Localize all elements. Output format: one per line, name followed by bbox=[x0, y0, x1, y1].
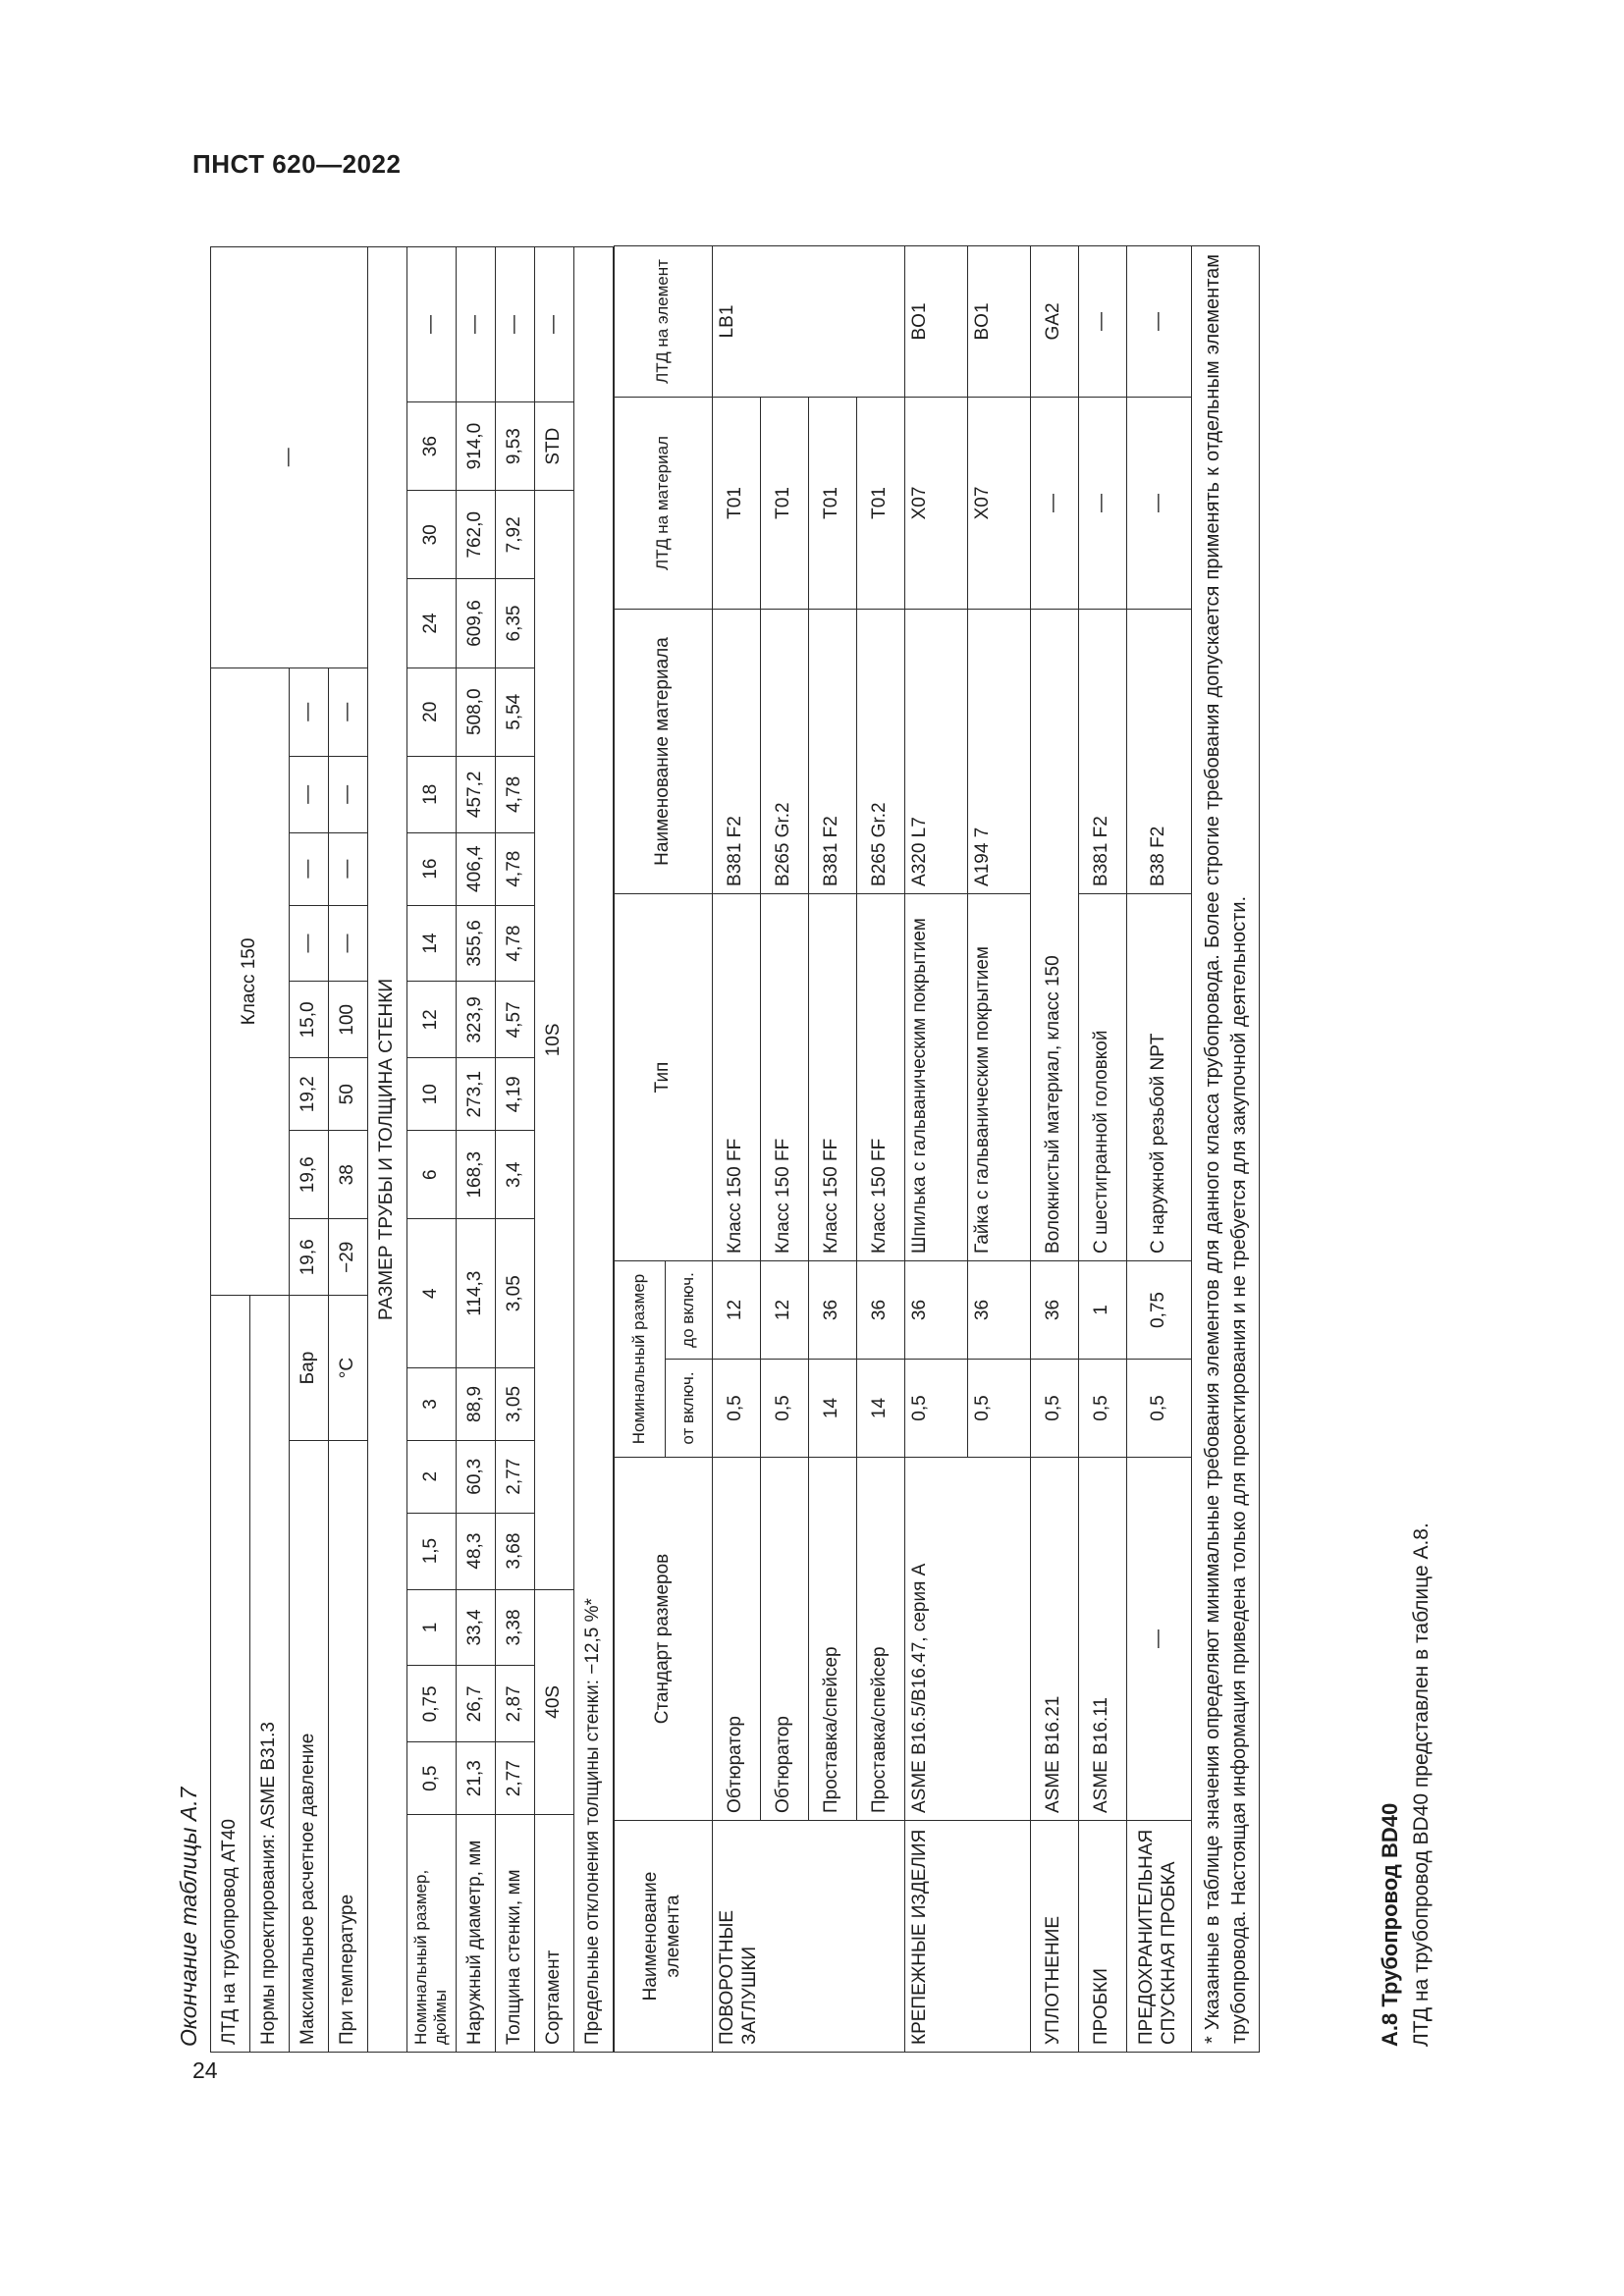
group-drain-plug: ПРЕДОХРАНИТЕЛЬНАЯ СПУСКНАЯ ПРОБКА bbox=[1126, 1821, 1191, 2053]
wall-thickness: 3,38 bbox=[495, 1589, 534, 1666]
wall-thickness: 9,53 bbox=[495, 402, 534, 491]
row-material: B38 F2 bbox=[1126, 609, 1191, 893]
wall-thickness: 7,92 bbox=[495, 491, 534, 579]
row-from: 14 bbox=[808, 1360, 856, 1458]
header-ltd-element: ЛТД на элемент bbox=[614, 245, 712, 397]
pressure-value: — bbox=[290, 832, 329, 905]
wall-thickness: 4,19 bbox=[495, 1058, 534, 1131]
row-from: 0,5 bbox=[712, 1360, 760, 1458]
row-ltd-material: — bbox=[1078, 397, 1126, 609]
row-type: С наружной резьбой NPT bbox=[1126, 893, 1191, 1260]
nominal-size: 2 bbox=[407, 1440, 457, 1513]
row-material: B381 F2 bbox=[808, 609, 856, 893]
header-type: Тип bbox=[614, 893, 712, 1260]
wall-thickness: 5,54 bbox=[495, 667, 534, 756]
pressure-value: — bbox=[290, 756, 329, 832]
nominal-size: 3 bbox=[407, 1368, 457, 1441]
row-to: 36 bbox=[808, 1260, 856, 1359]
row-material: A320 L7 bbox=[904, 609, 967, 893]
temperature-label: При температуре bbox=[329, 1440, 368, 2052]
row-ltd-material: — bbox=[1126, 397, 1191, 609]
table-footnote: * Указанные в таблице значения определяют минимальные требования элементов для данного класса трубопровода. Более строгие требования допускается применять к отдельным элементам трубопровода. Настоящая информация приведена только для проектирования и не требуется для закупочной деятельности. bbox=[1191, 245, 1259, 2052]
header-element-name: Наименование элемента bbox=[614, 1821, 712, 2053]
header-material-name: Наименование материала bbox=[614, 609, 712, 893]
row-standard: Проставка/спейсер bbox=[856, 1458, 904, 1821]
pressure-value: 15,0 bbox=[290, 982, 329, 1058]
temperature-value: — bbox=[329, 832, 368, 905]
row-ltd-element: BO1 bbox=[967, 245, 1030, 397]
row-standard: ASME B16.5/B16.47, серия A bbox=[904, 1458, 1030, 1821]
row-from: 0,5 bbox=[1126, 1360, 1191, 1458]
schedule-value: 10S bbox=[534, 491, 573, 1589]
row-standard: Обтюратор bbox=[760, 1458, 808, 1821]
nominal-size-label: Номинальный размер, дюймы bbox=[407, 1815, 457, 2053]
nominal-size: 10 bbox=[407, 1058, 457, 1131]
nominal-size: 16 bbox=[407, 832, 457, 905]
nominal-size: 30 bbox=[407, 491, 457, 579]
temperature-unit: °С bbox=[329, 1296, 368, 1441]
outer-diameter-label: Наружный диаметр, мм bbox=[456, 1815, 495, 2053]
nominal-size: 18 bbox=[407, 756, 457, 832]
row-type: Класс 150 FF bbox=[856, 893, 904, 1260]
outer-diameter: 457,2 bbox=[456, 756, 495, 832]
row-material: B381 F2 bbox=[1078, 609, 1126, 893]
outer-diameter: 508,0 bbox=[456, 667, 495, 756]
wall-thickness: 2,77 bbox=[495, 1440, 534, 1513]
row-ltd-material: T01 bbox=[712, 397, 760, 609]
outer-diameter: 406,4 bbox=[456, 832, 495, 905]
row-ltd-material: T01 bbox=[856, 397, 904, 609]
nominal-size: 0,5 bbox=[407, 1742, 457, 1815]
row-from: 0,5 bbox=[967, 1360, 1030, 1458]
header-ltd-material: ЛТД на материал bbox=[614, 397, 712, 609]
outer-diameter: 762,0 bbox=[456, 491, 495, 579]
wall-thickness: 3,05 bbox=[495, 1219, 534, 1368]
table-block bbox=[167, 246, 1260, 2053]
row-standard: Обтюратор bbox=[712, 1458, 760, 1821]
row-type: С шестигранной головкой bbox=[1078, 893, 1126, 1260]
row-from: 0,5 bbox=[1030, 1360, 1078, 1458]
temperature-value: 100 bbox=[329, 982, 368, 1058]
row-to: 12 bbox=[712, 1260, 760, 1359]
wall-thickness: 3,05 bbox=[495, 1368, 534, 1441]
row-from: 0,5 bbox=[760, 1360, 808, 1458]
wall-thickness-label: Толщина стенки, мм bbox=[495, 1815, 534, 2053]
row-standard: Проставка/спейсер bbox=[808, 1458, 856, 1821]
row-ltd-material: T01 bbox=[808, 397, 856, 609]
nominal-size: 36 bbox=[407, 402, 457, 491]
group-fasteners: КРЕПЕЖНЫЕ ИЗДЕЛИЯ bbox=[904, 1821, 1030, 2053]
row-type: Класс 150 FF bbox=[712, 893, 760, 1260]
dash-cell: — bbox=[1030, 397, 1078, 609]
pressure-value: 19,6 bbox=[290, 1131, 329, 1219]
wall-thickness: 4,78 bbox=[495, 832, 534, 905]
temperature-value: −29 bbox=[329, 1219, 368, 1296]
table-caption: Окончание таблицы А.7 bbox=[176, 1787, 201, 2047]
row-material: B265 Gr.2 bbox=[856, 609, 904, 893]
nominal-size: 1,5 bbox=[407, 1513, 457, 1589]
row-to: 0,75 bbox=[1126, 1260, 1191, 1359]
row-from: 14 bbox=[856, 1360, 904, 1458]
row-material: B381 F2 bbox=[712, 609, 760, 893]
dash-cell: — bbox=[456, 247, 495, 402]
nominal-size: 0,75 bbox=[407, 1666, 457, 1742]
wall-thickness: 6,35 bbox=[495, 579, 534, 667]
outer-diameter: 323,9 bbox=[456, 982, 495, 1058]
pressure-value: 19,6 bbox=[290, 1219, 329, 1296]
outer-diameter: 60,3 bbox=[456, 1440, 495, 1513]
schedule-label: Сортамент bbox=[534, 1815, 573, 2053]
pressure-value: — bbox=[290, 667, 329, 756]
header-from-incl: от включ. bbox=[665, 1360, 712, 1458]
wall-thickness: 2,77 bbox=[495, 1742, 534, 1815]
row-type-material: Волокнистый материал, класс 150 bbox=[1030, 609, 1078, 1260]
outer-diameter: 48,3 bbox=[456, 1513, 495, 1589]
temperature-value: — bbox=[329, 756, 368, 832]
max-pressure-label: Максимальное расчетное давление bbox=[290, 1440, 329, 2052]
section-text: ЛТД на трубопровод BD40 представлен в таблице А.8. bbox=[1410, 1522, 1433, 2047]
row-standard: ASME B16.11 bbox=[1078, 1458, 1126, 1821]
outer-diameter: 33,4 bbox=[456, 1589, 495, 1666]
row-ltd-element: — bbox=[1078, 245, 1126, 397]
temperature-value: — bbox=[329, 667, 368, 756]
section-block bbox=[1375, 246, 1437, 2053]
row-material: B265 Gr.2 bbox=[760, 609, 808, 893]
dash-cell: — bbox=[495, 247, 534, 402]
row-type: Класс 150 FF bbox=[760, 893, 808, 1260]
wall-thickness: 4,57 bbox=[495, 982, 534, 1058]
dash-cell: — bbox=[534, 247, 573, 402]
row-material: A194 7 bbox=[967, 609, 1030, 893]
row-standard: ASME B16.21 bbox=[1030, 1458, 1078, 1821]
dash-cell: — bbox=[407, 247, 457, 402]
schedule-value: STD bbox=[534, 402, 573, 491]
outer-diameter: 114,3 bbox=[456, 1219, 495, 1368]
row-ltd-material: X07 bbox=[967, 397, 1030, 609]
nominal-size: 24 bbox=[407, 579, 457, 667]
schedule-value: 40S bbox=[534, 1589, 573, 1815]
header-to-incl: до включ. bbox=[665, 1260, 712, 1359]
row-ltd-element: GA2 bbox=[1030, 245, 1078, 397]
outer-diameter: 168,3 bbox=[456, 1131, 495, 1219]
row-standard: — bbox=[1126, 1458, 1191, 1821]
pipe-parameters-table bbox=[210, 246, 614, 2053]
ltd-pipeline-label: ЛТД на трубопровод АТ40 bbox=[211, 1296, 250, 2053]
wall-thickness: 3,68 bbox=[495, 1513, 534, 1589]
outer-diameter: 609,6 bbox=[456, 579, 495, 667]
row-to: 1 bbox=[1078, 1260, 1126, 1359]
wall-thickness: 3,4 bbox=[495, 1131, 534, 1219]
row-type: Класс 150 FF bbox=[808, 893, 856, 1260]
row-to: 12 bbox=[760, 1260, 808, 1359]
row-to: 36 bbox=[967, 1260, 1030, 1359]
pressure-value: 19,2 bbox=[290, 1058, 329, 1131]
group-plugs: ПРОБКИ bbox=[1078, 1821, 1126, 2053]
row-from: 0,5 bbox=[904, 1360, 967, 1458]
nominal-size: 14 bbox=[407, 905, 457, 982]
pressure-value: — bbox=[290, 905, 329, 982]
row-ltd-element: BO1 bbox=[904, 245, 967, 397]
row-from: 0,5 bbox=[1078, 1360, 1126, 1458]
header-nominal-size: Номинальный размер bbox=[614, 1260, 665, 1457]
tolerance-note: Предельные отклонения толщины стенки: −12,5 %* bbox=[573, 247, 613, 2053]
section-title: А.8 Трубопровод BD40 bbox=[1378, 1802, 1402, 2047]
group-rotary-plugs: ПОВОРОТНЫЕ ЗАГЛУШКИ bbox=[712, 1821, 904, 2053]
outer-diameter: 88,9 bbox=[456, 1368, 495, 1441]
nominal-size: 6 bbox=[407, 1131, 457, 1219]
temperature-value: — bbox=[329, 905, 368, 982]
nominal-size: 12 bbox=[407, 982, 457, 1058]
header-size-standard: Стандарт размеров bbox=[614, 1458, 712, 1821]
row-type: Шпилька с гальваническим покрытием bbox=[904, 893, 967, 1260]
nominal-size: 4 bbox=[407, 1219, 457, 1368]
wall-thickness: 2,87 bbox=[495, 1666, 534, 1742]
wall-thickness: 4,78 bbox=[495, 756, 534, 832]
row-ltd-material: X07 bbox=[904, 397, 967, 609]
elements-table bbox=[614, 245, 1260, 2053]
design-norms: Нормы проектирования: ASME B31.3 bbox=[250, 1296, 290, 2053]
row-to: 36 bbox=[904, 1260, 967, 1359]
outer-diameter: 914,0 bbox=[456, 402, 495, 491]
outer-diameter: 26,7 bbox=[456, 1666, 495, 1742]
row-type: Гайка с гальваническим покрытием bbox=[967, 893, 1030, 1260]
pressure-unit: Бар bbox=[290, 1296, 329, 1441]
wall-thickness: 4,78 bbox=[495, 905, 534, 982]
pipe-section-title: РАЗМЕР ТРУБЫ И ТОЛЩИНА СТЕНКИ bbox=[368, 247, 407, 2053]
nominal-size: 20 bbox=[407, 667, 457, 756]
outer-diameter: 273,1 bbox=[456, 1058, 495, 1131]
outer-diameter: 355,6 bbox=[456, 905, 495, 982]
temperature-value: 50 bbox=[329, 1058, 368, 1131]
nominal-size: 1 bbox=[407, 1589, 457, 1666]
row-ltd-material: T01 bbox=[760, 397, 808, 609]
outer-diameter: 21,3 bbox=[456, 1742, 495, 1815]
row-to: 36 bbox=[1030, 1260, 1078, 1359]
class-dash: — bbox=[211, 247, 368, 668]
class-label: Класс 150 bbox=[211, 667, 290, 1296]
page-number: 24 bbox=[192, 2057, 218, 2083]
document-header: ПНСТ 620—2022 bbox=[192, 149, 402, 179]
group-seal: УПЛОТНЕНИЕ bbox=[1030, 1821, 1078, 2053]
row-to: 36 bbox=[856, 1260, 904, 1359]
row-ltd-element: LB1 bbox=[712, 245, 904, 397]
temperature-value: 38 bbox=[329, 1131, 368, 1219]
row-ltd-element: — bbox=[1126, 245, 1191, 397]
